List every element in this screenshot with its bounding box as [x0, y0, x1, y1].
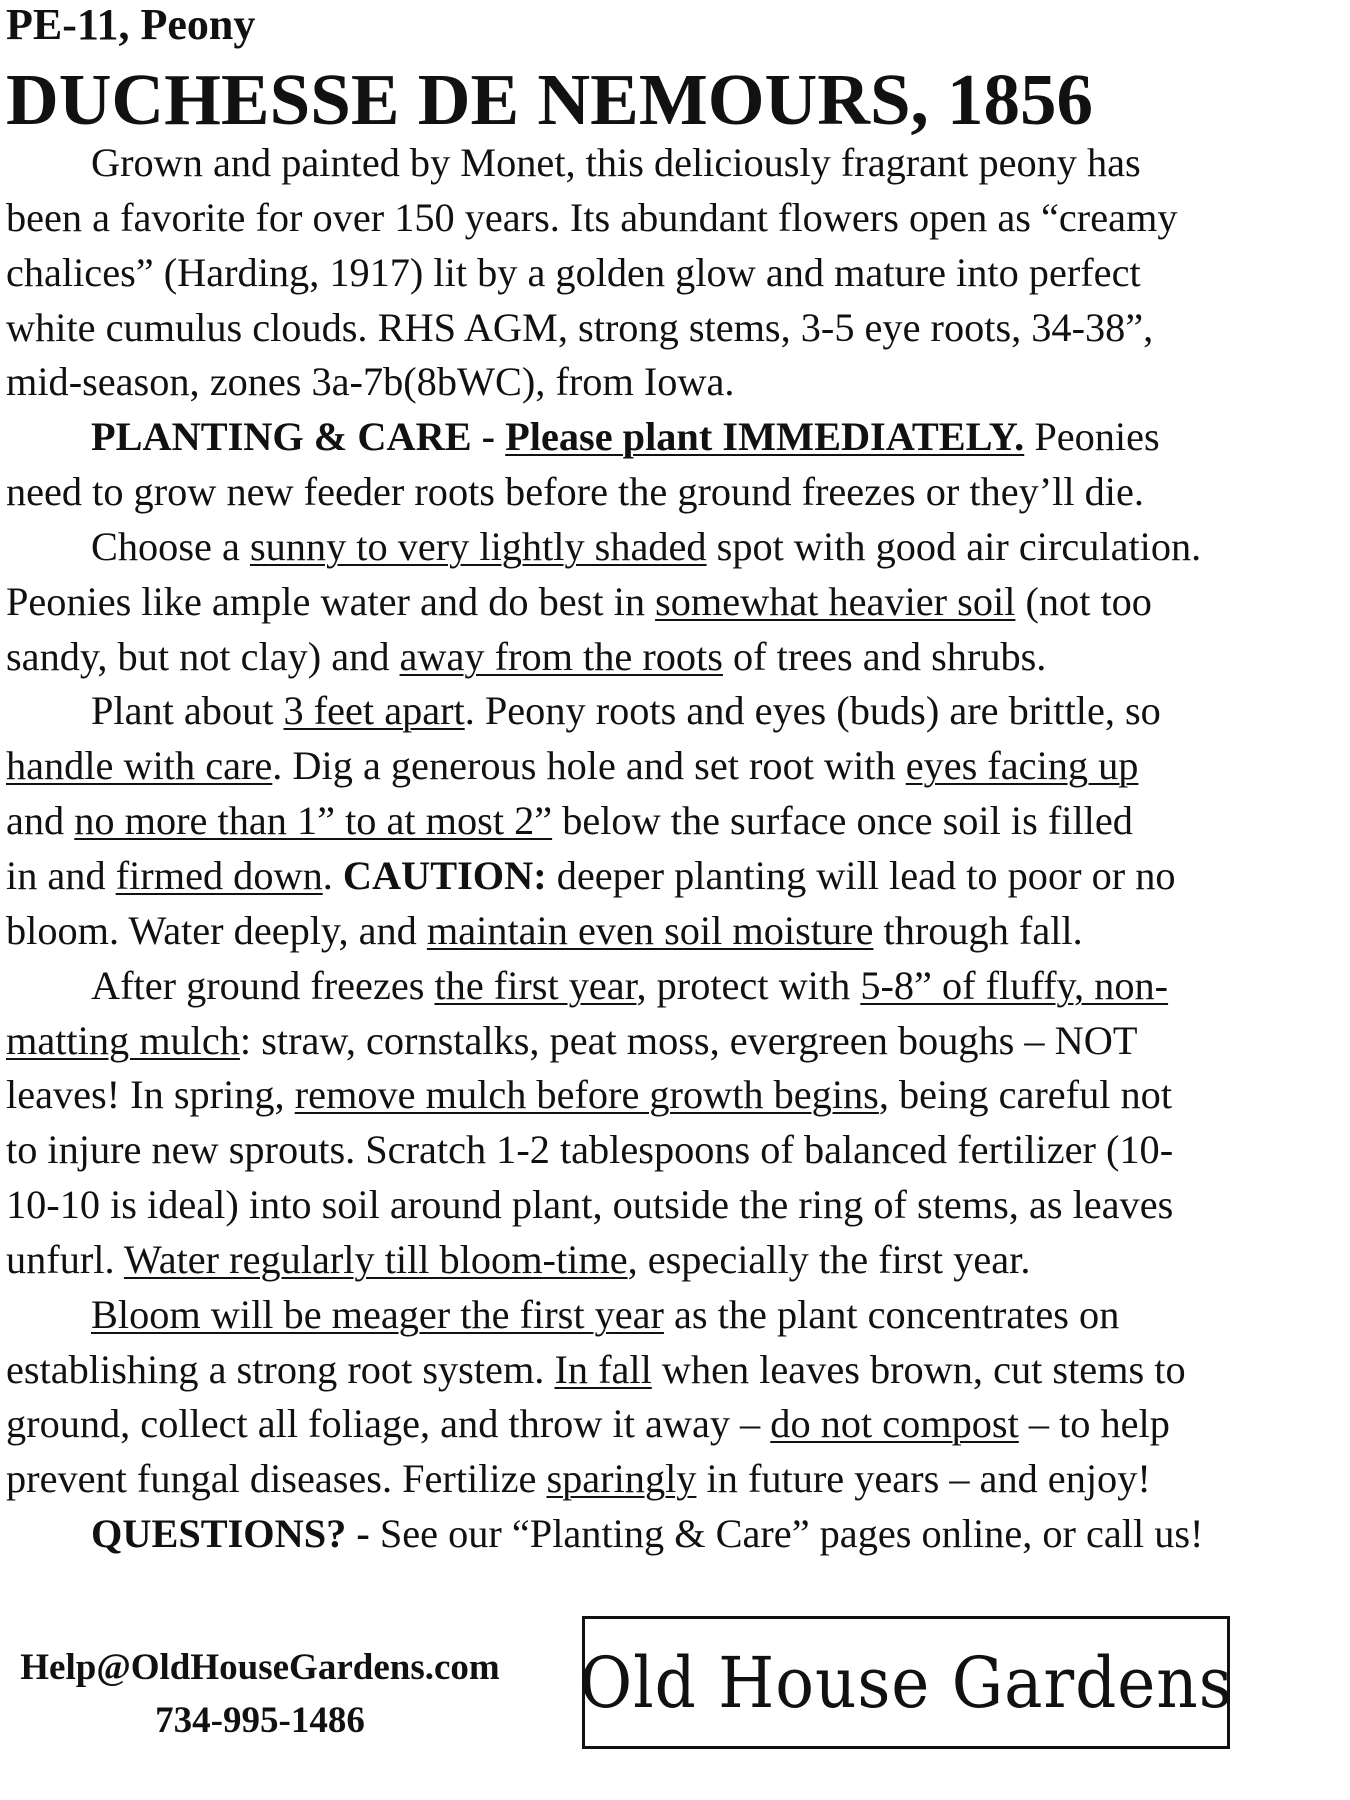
- text-segment: – to help: [1018, 1401, 1170, 1447]
- text-segment: Peonies: [1024, 414, 1160, 460]
- text-segment: chalices” (Harding, 1917) lit by a golden glow and mature into perfect: [6, 249, 1141, 295]
- text-segment: when leaves brown, cut stems to: [651, 1346, 1186, 1392]
- text-segment: been a favorite for over 150 years. Its abundant flowers open as “creamy: [6, 194, 1178, 240]
- text-segment: of trees and shrubs.: [722, 633, 1047, 679]
- text-line: [6, 794, 1336, 849]
- text-line: [6, 465, 1336, 520]
- text-line: [6, 246, 1336, 301]
- text-line: [6, 1014, 1336, 1069]
- text-segment: , protect with: [636, 962, 861, 1008]
- text-line: [6, 1068, 1336, 1123]
- emphasized-text: 3 feet apart: [283, 688, 465, 734]
- text-segment: Peonies like ample water and do best in: [6, 578, 656, 624]
- text-line: [6, 1233, 1336, 1288]
- text-segment: 10-10 is ideal) into soil around plant, outside the ring of stems, as leaves: [6, 1182, 1174, 1228]
- text-segment: need to grow new feeder roots before the ground freezes or they’ll die.: [6, 469, 1144, 515]
- emphasized-text: Bloom will be meager the first year: [91, 1291, 664, 1337]
- text-line: [6, 575, 1336, 630]
- text-segment: leaves! In spring,: [6, 1072, 295, 1118]
- text-line: [6, 520, 1336, 575]
- text-line: [6, 739, 1336, 794]
- emphasized-text: eyes facing up: [905, 743, 1139, 789]
- text-segment: : straw, cornstalks, peat moss, evergreen boughs – NOT: [239, 1017, 1138, 1063]
- text-line: [6, 136, 1336, 191]
- text-line: [6, 1452, 1336, 1507]
- text-line: [6, 959, 1336, 1014]
- page-title: DUCHESSE DE NEMOURS, 1856: [6, 59, 1094, 140]
- text-line: [6, 630, 1336, 685]
- brand-logo: [579, 1616, 1233, 1749]
- emphasized-text: the first year: [434, 962, 637, 1008]
- text-segment: . Dig a generous hole and set root with: [272, 743, 906, 789]
- text-segment: CAUTION:: [342, 852, 547, 898]
- contact-email[interactable]: Help@OldHouseGardens.com: [20, 1647, 500, 1688]
- text-segment: QUESTIONS? -: [91, 1511, 370, 1557]
- emphasized-text: matting mulch: [6, 1017, 240, 1063]
- text-segment: to injure new sprouts. Scratch 1-2 tablespoons of balanced fertilizer (10-: [6, 1127, 1174, 1173]
- text-line: [6, 1178, 1336, 1233]
- text-line: [6, 684, 1336, 739]
- text-segment: ground, collect all foliage, and throw it away –: [6, 1401, 771, 1447]
- emphasized-text: Please plant IMMEDIATELY.: [505, 414, 1025, 460]
- emphasized-text: sparingly: [546, 1456, 697, 1502]
- text-segment: Choose a: [91, 523, 250, 569]
- text-line: [6, 301, 1336, 356]
- text-segment: through fall.: [873, 907, 1083, 953]
- care-instructions: [6, 136, 1336, 1562]
- text-segment: deeper planting will lead to poor or no: [546, 852, 1176, 898]
- text-line: [6, 1288, 1336, 1343]
- text-line: [6, 849, 1336, 904]
- text-line: [6, 1343, 1336, 1398]
- text-segment: below the surface once soil is filled: [552, 798, 1133, 844]
- text-line: [6, 191, 1336, 246]
- text-segment: , especially the first year.: [627, 1236, 1031, 1282]
- emphasized-text: do not compost: [770, 1401, 1019, 1447]
- text-segment: unfurl.: [6, 1236, 124, 1282]
- text-segment: (not too: [1015, 578, 1152, 624]
- text-segment: . Peony roots and eyes (buds) are brittle, so: [464, 688, 1161, 734]
- emphasized-text: Water regularly till bloom-time: [123, 1236, 628, 1282]
- contact-phone: 734-995-1486: [155, 1700, 365, 1741]
- text-line: [6, 1397, 1336, 1452]
- emphasized-text: remove mulch before growth begins: [294, 1072, 879, 1118]
- text-segment: spot with good air circulation.: [706, 523, 1202, 569]
- text-line: [6, 904, 1336, 959]
- emphasized-text: maintain even soil moisture: [426, 907, 874, 953]
- text-segment: prevent fungal diseases. Fertilize: [6, 1456, 547, 1502]
- text-line: [6, 1507, 1336, 1562]
- emphasized-text: In fall: [554, 1346, 652, 1392]
- text-segment: white cumulus clouds. RHS AGM, strong stems, 3-5 eye roots, 34-38”,: [6, 304, 1154, 350]
- emphasized-text: firmed down: [115, 852, 323, 898]
- text-segment: PLANTING & CARE -: [91, 414, 506, 460]
- text-segment: mid-season, zones 3a-7b(8bWC), from Iowa.: [6, 359, 735, 405]
- emphasized-text: somewhat heavier soil: [655, 578, 1016, 624]
- text-segment: sandy, but not clay) and: [6, 633, 400, 679]
- emphasized-text: away from the roots: [399, 633, 723, 679]
- text-segment: Grown and painted by Monet, this deliciously fragrant peony has: [91, 140, 1141, 185]
- text-segment: .: [322, 852, 343, 898]
- text-segment: and: [6, 798, 75, 844]
- text-segment: in future years – and enjoy!: [696, 1456, 1151, 1502]
- text-line: [6, 355, 1336, 410]
- emphasized-text: no more than 1” to at most 2”: [74, 798, 553, 844]
- text-segment: as the plant concentrates on: [663, 1291, 1120, 1337]
- logo-wordmark: Old House Gardens: [579, 1641, 1233, 1724]
- text-segment: After ground freezes: [91, 962, 435, 1008]
- text-segment: in and: [6, 852, 116, 898]
- emphasized-text: sunny to very lightly shaded: [249, 523, 707, 569]
- emphasized-text: 5-8” of fluffy, non-: [860, 962, 1169, 1008]
- text-segment: bloom. Water deeply, and: [6, 907, 427, 953]
- text-segment: establishing a strong root system.: [6, 1346, 555, 1392]
- text-segment: Plant about: [91, 688, 284, 734]
- text-segment: See our “Planting & Care” pages online, or call us!: [369, 1511, 1204, 1557]
- emphasized-text: handle with care: [6, 743, 273, 789]
- text-line: [6, 1123, 1336, 1178]
- text-line: [6, 410, 1336, 465]
- item-code: PE-11, Peony: [6, 0, 256, 49]
- text-segment: , being careful not: [878, 1072, 1173, 1118]
